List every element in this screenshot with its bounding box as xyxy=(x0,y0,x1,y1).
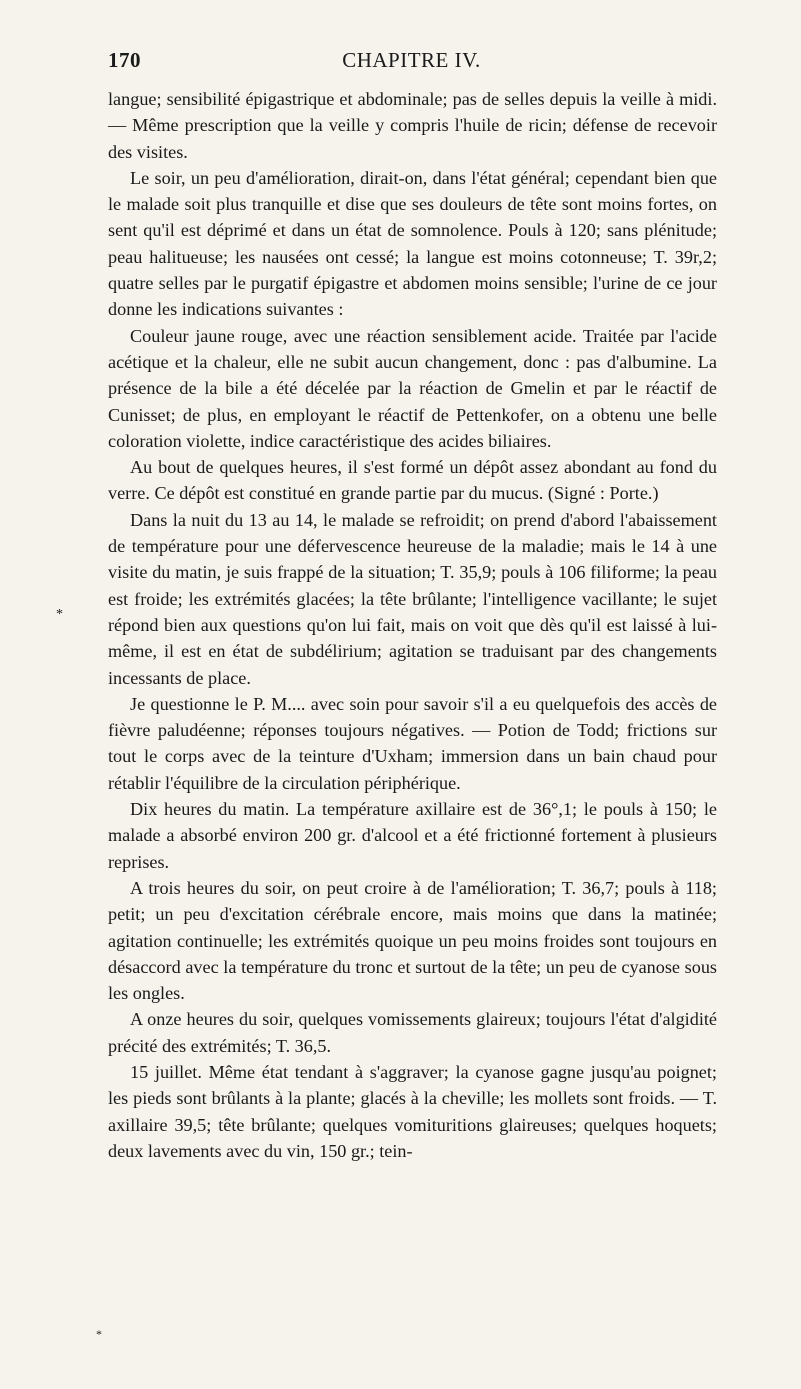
paragraph: Dix heures du matin. La température axillaire est de 36°,1; le pouls à 150; le malade a absorbé environ 200 gr. d'alcool et a été frictionné fortement à plusieurs reprises. xyxy=(108,799,717,872)
paragraph: langue; sensibilité épigastrique et abdominale; pas de selles depuis la veille à midi. — Même prescription que la veille y compris l'huile de ricin; défense de recevoir des visites. xyxy=(108,89,717,162)
running-head xyxy=(108,48,715,82)
paragraph: 15 juillet. Même état tendant à s'aggraver; la cyanose gagne jusqu'au poignet; les pieds sont brûlants à la plante; glacés à la cheville; les mollets sont froids. — T. axillaire 39,5; tête brûlante; quelques vomituritions glaireuses; quelques hoquets; deux lavements avec du vin, 150 gr.; tein- xyxy=(108,1061,717,1161)
paragraph: Je questionne le P. M.... avec soin pour savoir s'il a eu quelquefois des accès de fièvre paludéenne; réponses toujours négatives. — Potion de Todd; frictions sur tout le corps avec de la teinture d'Uxham; immersion dans un bain chaud pour rétablir l'équilibre de la circulation périphérique. xyxy=(108,693,717,793)
paragraph: A trois heures du soir, on peut croire à de l'amélioration; T. 36,7; pouls à 118; petit; un peu d'excitation cérébrale encore, mais moins que dans la matinée; agitation continuelle; les extrémités quoique un peu moins froides sont toujours en désaccord avec la température du tronc et surtout de la tête; un peu de cyanose sous les ongles. xyxy=(108,877,717,1004)
paragraph: A onze heures du soir, quelques vomissements glaireux; toujours l'état d'algidité précité des extrémités; T. 36,5. xyxy=(108,1009,717,1056)
body-text xyxy=(108,86,717,1164)
page-number: 170 xyxy=(108,48,141,72)
margin-star-mark: * xyxy=(56,607,63,622)
bottom-star-mark: * xyxy=(96,1327,102,1341)
paragraph: Le soir, un peu d'amélioration, dirait-on, dans l'état général; cependant bien que le malade soit plus tranquille et dise que ses douleurs de tête sont moins fortes, on sent qu'il est déprimé et dans un état de somnolence. Pouls à 120; sans plénitude; peau halitueuse; les nausées ont cessé; la langue est moins cotonneuse; T. 39r,2; quatre selles par le purgatif épigastre et abdomen moins sensible; l'urine de ce jour donne les indications suivantes : xyxy=(108,167,717,320)
paragraph: Couleur jaune rouge, avec une réaction sensiblement acide. Traitée par l'acide acétique et la chaleur, elle ne subit aucun changement, donc : pas d'albumine. La présence de la bile a été décelée par la réaction de Gmelin et par le réactif de Cunisset; de plus, en employant le réactif de Pettenkofer, on a obtenu une belle coloration violette, indice caractéristique des acides biliaires. xyxy=(108,325,717,451)
paragraph: Dans la nuit du 13 au 14, le malade se refroidit; on prend d'abord l'abaissement de température pour une défervescence heureuse de la maladie; mais le 14 à une visite du matin, je suis frappé de la situation; T. 35,9; pouls à 106 filiforme; la peau est froide; les extrémités glacées; la tête brûlante; l'intelligence vacillante; le sujet répond bien aux questions qu'on lui fait, mais on voit que dès qu'il est laissé à lui-même, il est en état de subdélirium; agitation se traduisant par des changements incessants de place. xyxy=(108,509,717,688)
chapter-title: CHAPITRE IV. xyxy=(342,48,481,72)
paragraph: Au bout de quelques heures, il s'est formé un dépôt assez abondant au fond du verre. Ce dépôt est constitué en grande partie par du mucus. (Signé : Porte.) xyxy=(108,457,717,504)
